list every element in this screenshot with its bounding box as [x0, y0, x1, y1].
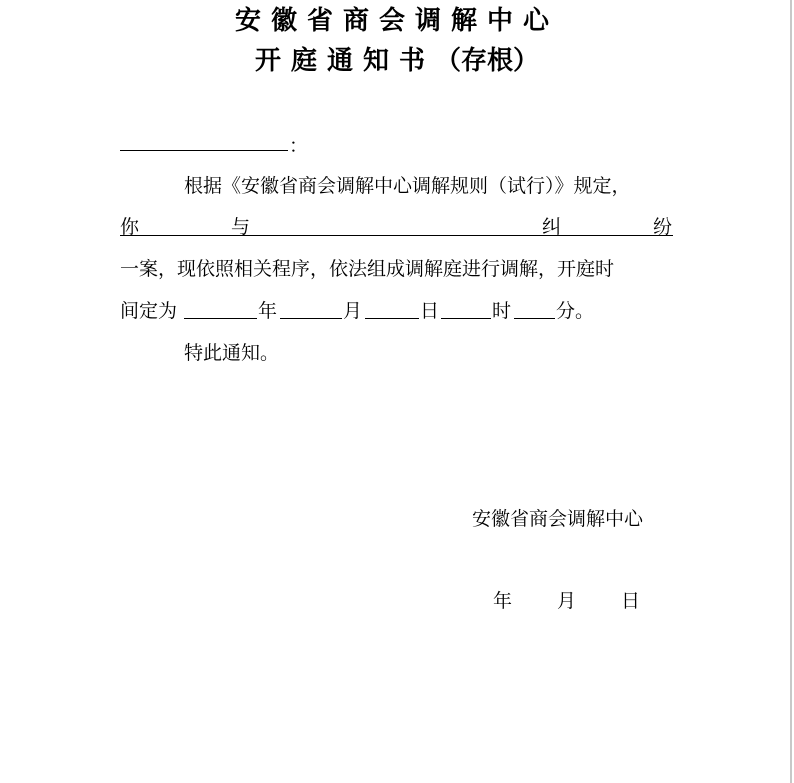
- time-prefix: 间定为: [120, 300, 178, 322]
- title-main: 开庭通知书: [254, 46, 435, 76]
- parties-word-dispute1: 纠: [542, 216, 562, 238]
- paragraph-procedure: 一案，现依照相关程序，依法组成调解庭进行调解，开庭时: [120, 258, 615, 280]
- month-blank[interactable]: [280, 318, 342, 319]
- parties-word-dispute2: 纷: [653, 216, 673, 238]
- addressee-colon: ：: [289, 135, 309, 157]
- addressee-blank[interactable]: [120, 150, 288, 151]
- time-day-label: 日: [420, 300, 440, 322]
- title-suffix: （存根）: [435, 46, 540, 76]
- time-hour-label: 时: [492, 300, 512, 322]
- time-minute-label: 分。: [556, 300, 595, 322]
- document-title-line1: 安徽省商会调解中心: [234, 6, 559, 36]
- time-month-label: 月: [343, 300, 363, 322]
- day-blank[interactable]: [365, 318, 419, 319]
- sign-month-label: 月: [557, 590, 577, 612]
- page-edge: [790, 0, 792, 783]
- parties-blank[interactable]: [120, 235, 673, 236]
- year-blank[interactable]: [184, 318, 257, 319]
- hour-blank[interactable]: [441, 318, 491, 319]
- parties-word-you: 你: [120, 216, 140, 238]
- document-title-line2: [0, 40, 794, 77]
- sign-year-label: 年: [493, 590, 513, 612]
- sign-day-label: 日: [621, 590, 641, 612]
- minute-blank[interactable]: [514, 318, 555, 319]
- parties-word-and: 与: [231, 216, 251, 238]
- issuer-name: 安徽省商会调解中心: [472, 508, 644, 530]
- paragraph-rules: 根据《安徽省商会调解中心调解规则（试行）》规定，: [184, 175, 631, 197]
- time-year-label: 年: [258, 300, 278, 322]
- closing-text: 特此通知。: [184, 342, 280, 364]
